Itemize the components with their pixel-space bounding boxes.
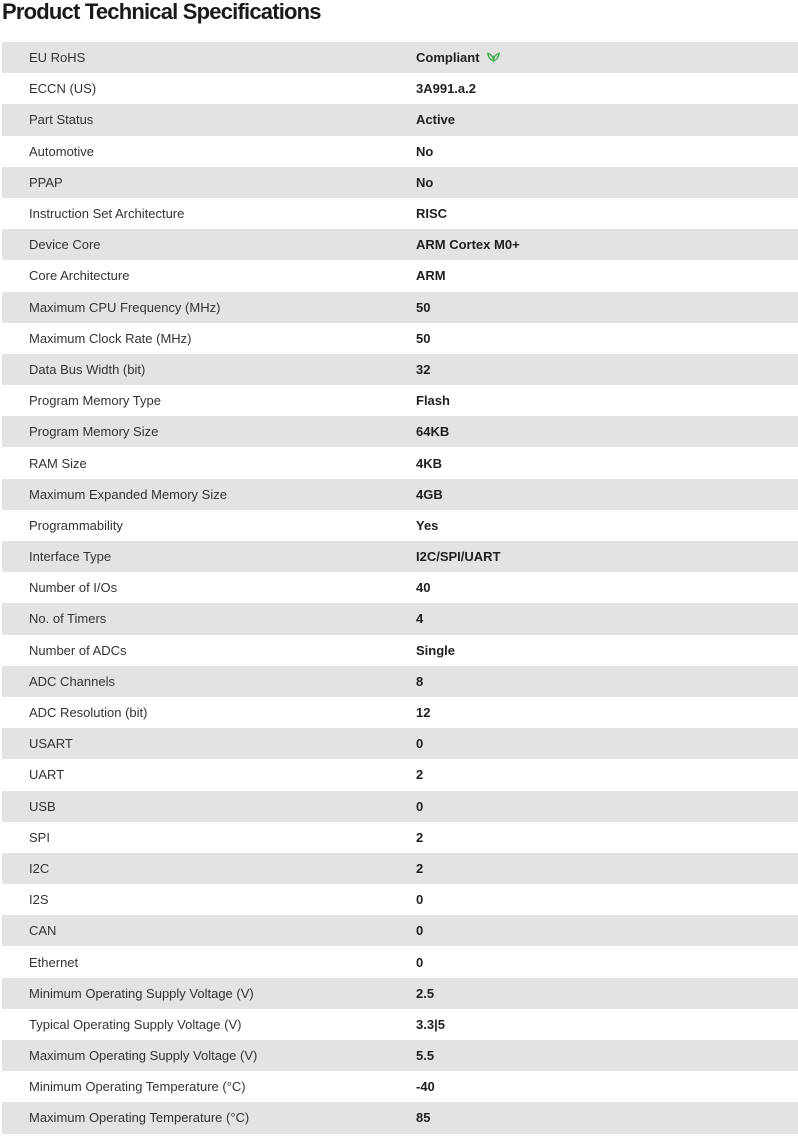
leaf-icon [487, 50, 500, 65]
spec-label: SPI [29, 829, 50, 845]
spec-value-cell [416, 104, 798, 135]
spec-label: I2C [29, 860, 50, 876]
spec-value: ARM [416, 268, 446, 284]
spec-value-cell [416, 167, 798, 198]
spec-label: Program Memory Size [29, 424, 159, 440]
spec-value: Compliant [416, 50, 480, 66]
table-row [2, 853, 798, 884]
table-row [2, 136, 798, 167]
spec-value-cell [416, 791, 798, 822]
spec-value-cell [416, 946, 798, 977]
spec-value: 32 [416, 361, 431, 377]
spec-table-body [2, 42, 798, 1134]
table-row [2, 884, 798, 915]
spec-label: Interface Type [29, 549, 112, 565]
spec-value: 0 [416, 954, 424, 970]
spec-value: 0 [416, 892, 424, 908]
spec-value: 40 [416, 580, 431, 596]
spec-value-cell [416, 978, 798, 1009]
spec-table [2, 42, 798, 1134]
spec-value: Active [416, 112, 456, 128]
table-row [2, 822, 798, 853]
spec-value-cell [416, 292, 798, 323]
spec-value: Flash [416, 393, 450, 409]
table-row [2, 915, 798, 946]
spec-value: 4KB [416, 455, 443, 471]
spec-label: Minimum Operating Supply Voltage (V) [29, 985, 254, 1001]
spec-label: UART [29, 767, 65, 783]
spec-value-cell [416, 447, 798, 478]
spec-label: USB [29, 798, 56, 814]
table-row [2, 260, 798, 291]
table-row [2, 572, 798, 603]
spec-value: 5.5 [416, 1048, 435, 1064]
spec-label: Core Architecture [29, 268, 130, 284]
spec-label: Ethernet [29, 954, 79, 970]
table-row [2, 198, 798, 229]
table-row [2, 416, 798, 447]
spec-label: Minimum Operating Temperature (°C) [29, 1079, 246, 1095]
spec-value: RISC [416, 206, 448, 222]
spec-label: Typical Operating Supply Voltage (V) [29, 1016, 242, 1032]
spec-value: 2 [416, 767, 424, 783]
table-row [2, 1040, 798, 1071]
spec-value-cell [416, 416, 798, 447]
spec-label: Number of I/Os [29, 580, 118, 596]
table-row [2, 167, 798, 198]
spec-label: Maximum Operating Temperature (°C) [29, 1110, 250, 1126]
spec-value: 50 [416, 330, 431, 346]
spec-label: Number of ADCs [29, 642, 127, 658]
spec-value: 50 [416, 299, 431, 315]
spec-value-cell [416, 603, 798, 634]
spec-value: 4 [416, 611, 424, 627]
spec-value-cell [416, 915, 798, 946]
spec-value: No [416, 143, 434, 159]
table-row [2, 73, 798, 104]
table-row [2, 292, 798, 323]
spec-label: RAM Size [29, 455, 87, 471]
spec-value-cell [416, 510, 798, 541]
spec-value: 0 [416, 923, 424, 939]
table-row [2, 479, 798, 510]
spec-value: Single [416, 642, 456, 658]
spec-label: Program Memory Type [29, 393, 161, 409]
spec-value-cell [416, 822, 798, 853]
spec-value-cell [416, 853, 798, 884]
spec-value-cell [416, 1040, 798, 1071]
spec-value-cell [416, 541, 798, 572]
spec-value: 2 [416, 860, 424, 876]
table-row [2, 603, 798, 634]
table-row [2, 447, 798, 478]
spec-label: I2S [29, 892, 49, 908]
table-row [2, 635, 798, 666]
spec-value: 0 [416, 798, 424, 814]
table-row [2, 697, 798, 728]
spec-value-cell [416, 728, 798, 759]
spec-value-cell [416, 136, 798, 167]
spec-value-cell [416, 697, 798, 728]
table-row [2, 1102, 798, 1133]
table-row [2, 1009, 798, 1040]
spec-label: EU RoHS [29, 50, 86, 66]
spec-label: Part Status [29, 112, 94, 128]
spec-value-cell [416, 635, 798, 666]
spec-value-cell [416, 323, 798, 354]
spec-label: Maximum Clock Rate (MHz) [29, 330, 192, 346]
table-row [2, 354, 798, 385]
spec-label: Automotive [29, 143, 95, 159]
spec-label: Maximum Expanded Memory Size [29, 486, 227, 502]
spec-value-cell [416, 884, 798, 915]
table-row [2, 946, 798, 977]
spec-value-cell [416, 1009, 798, 1040]
table-row [2, 759, 798, 790]
table-row [2, 728, 798, 759]
spec-label: Device Core [29, 237, 101, 253]
spec-label: Maximum Operating Supply Voltage (V) [29, 1048, 258, 1064]
spec-value: No [416, 174, 434, 190]
spec-label: Data Bus Width (bit) [29, 361, 146, 377]
spec-value: 64KB [416, 424, 450, 440]
spec-label: PPAP [29, 174, 63, 190]
spec-value-cell [416, 354, 798, 385]
spec-value: 8 [416, 673, 424, 689]
spec-value: 4GB [416, 486, 443, 502]
spec-label: No. of Timers [29, 611, 107, 627]
spec-label: Instruction Set Architecture [29, 206, 185, 222]
spec-label: USART [29, 736, 73, 752]
spec-value-cell [416, 229, 798, 260]
spec-value: ARM Cortex M0+ [416, 237, 520, 253]
table-row [2, 104, 798, 135]
page-title: Product Technical Specifications [2, 0, 321, 24]
table-row [2, 1071, 798, 1102]
spec-value: 3A991.a.2 [416, 81, 476, 97]
spec-value-cell [416, 572, 798, 603]
table-row [2, 541, 798, 572]
spec-label: Maximum CPU Frequency (MHz) [29, 299, 221, 315]
spec-value: 85 [416, 1110, 431, 1126]
spec-value-cell [416, 385, 798, 416]
spec-label: ECCN (US) [29, 81, 97, 97]
table-row [2, 666, 798, 697]
spec-value: -40 [416, 1079, 435, 1095]
spec-value-cell [416, 260, 798, 291]
spec-value-cell [416, 42, 798, 73]
spec-value-cell [416, 479, 798, 510]
spec-label: Programmability [29, 517, 123, 533]
spec-value: 0 [416, 736, 424, 752]
table-row [2, 978, 798, 1009]
spec-value: 2 [416, 829, 424, 845]
spec-value: 2.5 [416, 985, 435, 1001]
table-row [2, 42, 798, 73]
spec-value: 12 [416, 705, 431, 721]
spec-label: ADC Channels [29, 673, 115, 689]
table-row [2, 510, 798, 541]
table-row [2, 323, 798, 354]
spec-value: 3.3|5 [416, 1016, 445, 1032]
table-row [2, 229, 798, 260]
spec-value-cell [416, 1102, 798, 1133]
spec-value-cell [416, 666, 798, 697]
spec-value-cell [416, 73, 798, 104]
table-row [2, 791, 798, 822]
spec-value-cell [416, 759, 798, 790]
spec-value-cell [416, 198, 798, 229]
spec-value: I2C/SPI/UART [416, 549, 501, 565]
spec-label: CAN [29, 923, 57, 939]
spec-value-cell [416, 1071, 798, 1102]
spec-label: ADC Resolution (bit) [29, 705, 148, 721]
spec-value: Yes [416, 517, 439, 533]
table-row [2, 385, 798, 416]
